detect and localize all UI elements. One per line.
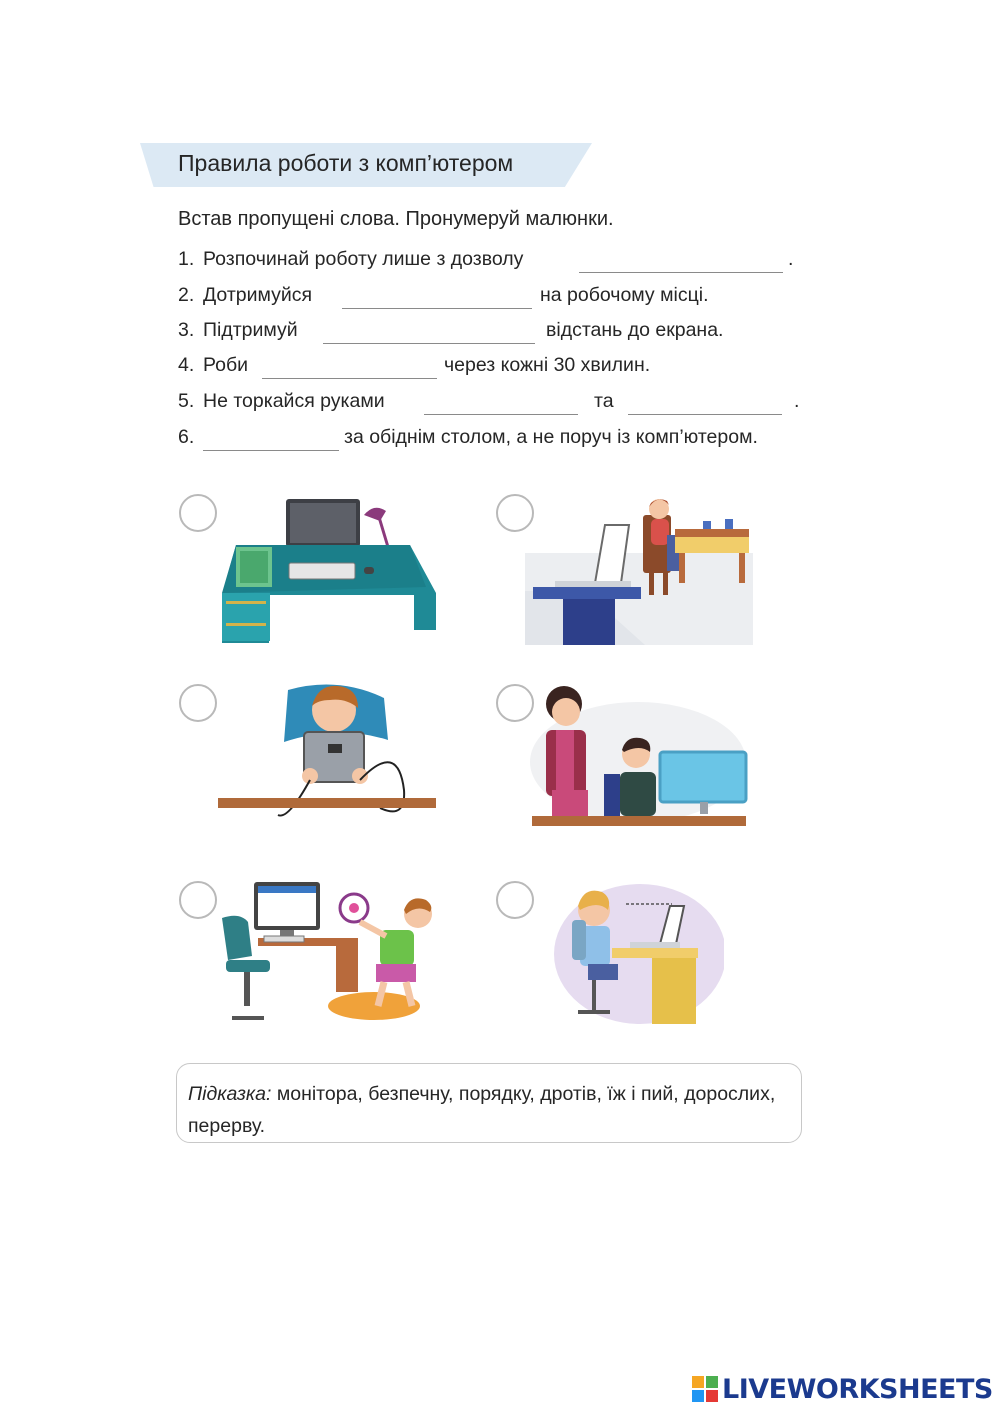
answer-blank-5b[interactable] [628, 414, 782, 415]
answer-blank-4[interactable] [262, 378, 437, 379]
answer-blank-3[interactable] [323, 343, 535, 344]
sentence-text: Підтримуй [203, 319, 298, 341]
page-title: Правила роботи з комп’ютером [178, 150, 514, 176]
picture-number-circle[interactable] [179, 881, 217, 919]
picture-number-circle[interactable] [179, 684, 217, 722]
sentence-end: через кожні 30 хвилин. [444, 354, 651, 376]
sentence-text: Дотримуйся [203, 284, 313, 306]
sentence-text: Не торкайся руками [203, 390, 385, 412]
answer-blank-6[interactable] [203, 450, 339, 451]
picture-number-circle[interactable] [179, 494, 217, 532]
instruction: Встав пропущені слова. Пронумеруй малюнки. [178, 208, 614, 230]
sentence-middle: та [594, 390, 614, 412]
item-number: 4. [178, 354, 195, 376]
item-number: 2. [178, 284, 195, 306]
item-number: 1. [178, 248, 195, 270]
answer-blank-2[interactable] [342, 308, 532, 309]
brand-name: LIVEWORKSHEETS [722, 1373, 993, 1405]
brand-logo-icon [692, 1376, 718, 1402]
exercise-break-picture [218, 878, 438, 1028]
liveworksheets-logo [692, 1372, 993, 1406]
item-number: 6. [178, 426, 195, 448]
sentence-text: Роби [203, 354, 249, 376]
touching-wires-picture [218, 680, 436, 825]
sentence-end: за обіднім столом, а не поруч із комп’ютером. [344, 426, 758, 448]
eating-at-table-picture [525, 495, 753, 645]
answer-blank-1[interactable] [579, 272, 783, 273]
sentence-end: на робочому місці. [540, 284, 709, 306]
hint-text [188, 1078, 798, 1142]
tidy-desk-picture [214, 495, 438, 645]
item-number: 3. [178, 319, 195, 341]
safe-distance-picture [544, 880, 724, 1028]
sentence-end: . [794, 390, 800, 412]
picture-number-circle[interactable] [496, 881, 534, 919]
sentence-text: Розпочинай роботу лише з дозволу [203, 248, 524, 270]
hint-words: монітора, безпечну, порядку, дротів, їж і пий, дорослих, перерву. [188, 1083, 776, 1137]
sentence-end: . [788, 248, 794, 270]
sentence-end: відстань до екрана. [546, 319, 724, 341]
item-number: 5. [178, 390, 195, 412]
hint-label: Підказка: [188, 1083, 272, 1105]
answer-blank-5a[interactable] [424, 414, 578, 415]
adult-permission-picture [528, 680, 748, 830]
